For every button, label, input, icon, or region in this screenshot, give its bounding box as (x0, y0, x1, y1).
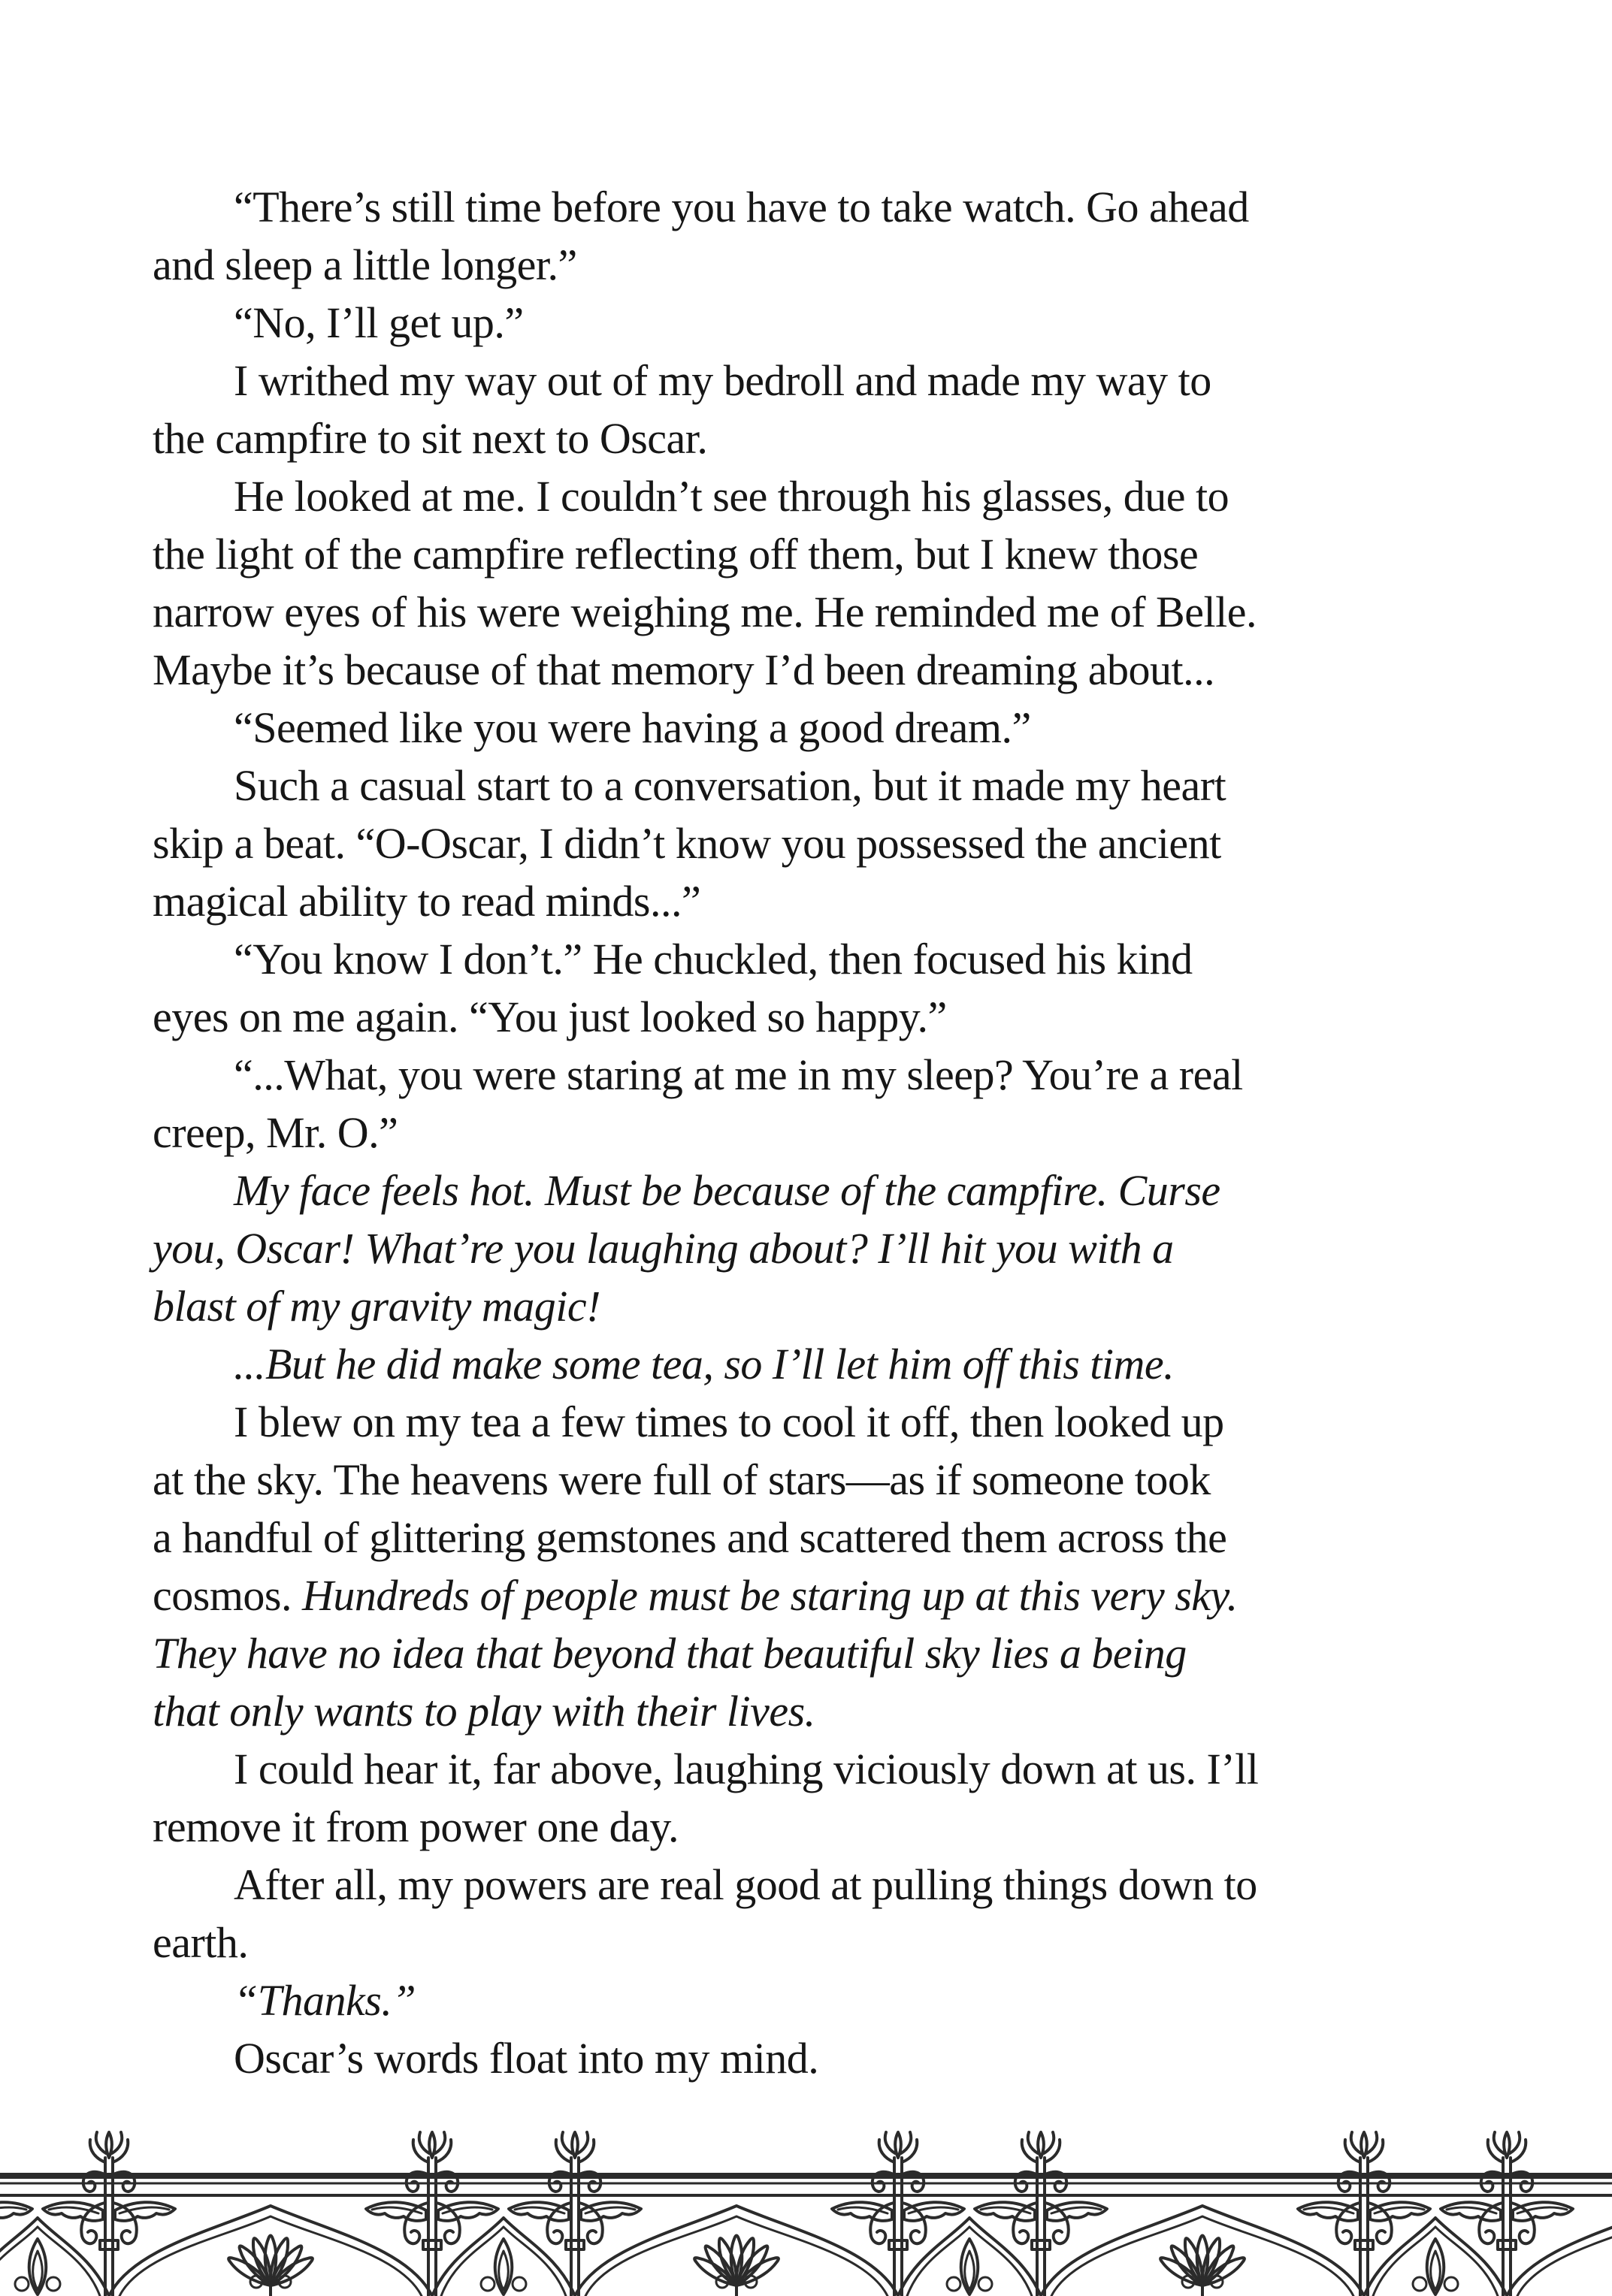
text-run: Oscar’s words float into my mind. (234, 2034, 819, 2083)
text-run: narrow eyes of his were weighing me. He reminded me of Belle. (153, 588, 1257, 636)
text-run: magical ability to read minds...” (153, 877, 701, 926)
text-run: skip a beat. “O-Oscar, I didn’t know you possessed the ancient (153, 819, 1221, 868)
text-run: the light of the campfire reflecting off them, but I knew those (153, 530, 1199, 579)
text-line (153, 1162, 1505, 1219)
text-line (153, 467, 1505, 525)
text-run-italic: blast of my gravity magic! (153, 1282, 600, 1331)
text-block (153, 178, 1505, 2087)
text-run: and sleep a little longer.” (153, 240, 577, 289)
text-line (153, 1277, 1505, 1335)
text-line (153, 1393, 1505, 1451)
text-line (153, 1856, 1505, 1914)
text-line (153, 525, 1505, 583)
text-line (153, 757, 1505, 814)
text-line (153, 1219, 1505, 1277)
text-line (153, 1682, 1505, 1740)
text-run: the campfire to sit next to Oscar. (153, 414, 708, 463)
text-line (153, 236, 1505, 294)
text-run-italic: you, Oscar! What’re you laughing about? I’ll hit you with a (153, 1224, 1174, 1273)
text-line (153, 872, 1505, 930)
text-line (153, 1914, 1505, 1971)
text-run-italic: that only wants to play with their lives. (153, 1687, 815, 1736)
text-run-italic: My face feels hot. Must be because of the campfire. Curse (234, 1166, 1220, 1215)
text-run: “...What, you were staring at me in my sleep? You’re a real (234, 1050, 1243, 1099)
text-run: He looked at me. I couldn’t see through his glasses, due to (234, 472, 1229, 521)
text-run: earth. (153, 1918, 249, 1967)
text-line (153, 1971, 1505, 2029)
text-line (153, 1104, 1505, 1162)
text-run: I could hear it, far above, laughing viciously down at us. I’ll (234, 1745, 1259, 1793)
text-line (153, 178, 1505, 236)
text-run: “No, I’ll get up.” (234, 298, 524, 347)
text-line (153, 1798, 1505, 1856)
text-line (153, 1624, 1505, 1682)
text-run: remove it from power one day. (153, 1802, 679, 1851)
text-line (153, 1335, 1505, 1393)
text-run: Such a casual start to a conversation, but it made my heart (234, 761, 1226, 810)
text-line (153, 1566, 1505, 1624)
text-line (153, 1740, 1505, 1798)
text-run: a handful of glittering gemstones and scattered them across the (153, 1513, 1227, 1562)
text-run: “Seemed like you were having a good dream.” (234, 703, 1031, 752)
text-run: eyes on me again. “You just looked so happy.” (153, 992, 947, 1041)
text-run-italic: Hundreds of people must be staring up at this very sky. (302, 1571, 1238, 1620)
ironwork-border-ornament (0, 2131, 1612, 2296)
text-line (153, 699, 1505, 757)
text-line (153, 1451, 1505, 1509)
text-run: cosmos. (153, 1571, 302, 1620)
text-run: “There’s still time before you have to take watch. Go ahead (234, 183, 1249, 231)
text-line (153, 641, 1505, 699)
text-run: I blew on my tea a few times to cool it off, then looked up (234, 1397, 1224, 1446)
text-run-italic: They have no idea that beyond that beautiful sky lies a being (153, 1629, 1187, 1678)
text-run: After all, my powers are real good at pulling things down to (234, 1860, 1257, 1909)
text-run: “You know I don’t.” He chuckled, then focused his kind (234, 935, 1193, 983)
text-line (153, 294, 1505, 352)
ironwork-border-art (0, 2131, 1612, 2296)
text-run: at the sky. The heavens were full of stars—as if someone took (153, 1455, 1211, 1504)
text-run: I writhed my way out of my bedroll and made my way to (234, 356, 1211, 405)
text-line (153, 583, 1505, 641)
text-line (153, 1509, 1505, 1566)
text-line (153, 2029, 1505, 2087)
text-line (153, 988, 1505, 1046)
text-run-italic: “Thanks.” (234, 1976, 416, 2025)
text-line (153, 409, 1505, 467)
text-line (153, 352, 1505, 409)
text-line (153, 814, 1505, 872)
text-run: Maybe it’s because of that memory I’d been dreaming about... (153, 645, 1215, 694)
text-line (153, 1046, 1505, 1104)
text-line (153, 930, 1505, 988)
text-run: creep, Mr. O.” (153, 1108, 398, 1157)
text-run-italic: ...But he did make some tea, so I’ll let him off this time. (234, 1340, 1175, 1388)
